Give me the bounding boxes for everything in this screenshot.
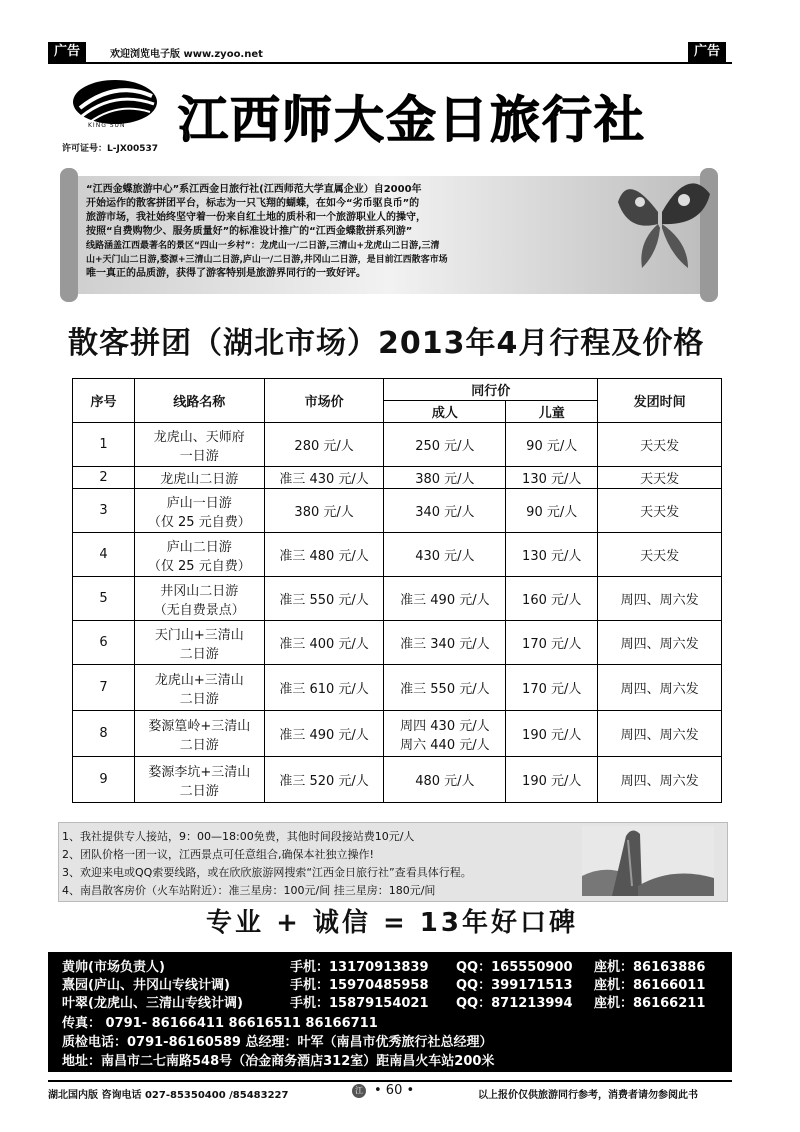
contact-name: 黄帅(市场负责人) [62,960,165,975]
cell-no: 8 [73,711,135,757]
address-line: 地址：南昌市二七南路548号（冶金商务酒店312室）距南昌火车站200米 [62,1054,495,1069]
route-line1: 龙虎山+三清山 [154,672,244,688]
adult-line1: 480 元/人 [415,774,475,789]
route-line1: 庐山一日游 [166,495,232,511]
route-line1: 婺源篁岭+三清山 [148,718,251,734]
cell-no: 1 [73,423,135,467]
adult-line1: 准三 490 元/人 [400,593,490,608]
contact-name: 熹园(庐山、井冈山专线计调) [62,978,230,993]
cell-route [134,665,264,711]
cell-market: 准三 480 元/人 [264,533,384,577]
cell-time: 天天发 [598,423,722,467]
cell-no: 4 [73,533,135,577]
cell-adult [384,621,506,665]
route-line2: （无自费景点） [153,602,245,618]
table-row [73,711,722,757]
cell-route [134,489,264,533]
route-line1: 龙虎山、天师府 [153,429,245,445]
jiangxi-badge-icon: 江 [352,1084,366,1098]
cell-route [134,533,264,577]
table-row [73,423,722,467]
quality-line: 质检电话：0791-86160589 总经理：叶军（南昌市优秀旅行社总经理） [62,1035,493,1050]
cell-market: 准三 430 元/人 [264,467,384,489]
ad-label-left: 广告 [48,42,86,62]
route-line2: 一日游 [179,448,219,464]
header-route: 线路名称 [134,379,264,423]
header-time: 发团时间 [598,379,722,423]
cell-market: 280 元/人 [264,423,384,467]
cell-market: 准三 490 元/人 [264,711,384,757]
intro-line: 按照“自费购物少、服务质量好”的标准设计推广的“江西金蝶散拼系列游” [86,226,413,237]
route-line1: 庐山二日游 [166,539,232,555]
schedule-title: 散客拼团（湖北市场）2013年4月行程及价格 [68,326,705,361]
route-line2: 二日游 [179,737,219,753]
route-line2: （仅 25 元自费） [147,558,251,574]
cell-child: 130 元/人 [506,533,598,577]
intro-line: 山+天门山二日游,婺源+三清山二日游,庐山一/二日游,井冈山二日游，是目前江西散客市场 [86,255,448,265]
contact-mobile: 手机：13170913839 [290,960,429,975]
route-line1: 婺源李坑+三清山 [148,764,251,780]
contact-panel [48,952,732,1072]
cell-no: 9 [73,757,135,803]
cell-time: 周四、周六发 [598,665,722,711]
cell-child: 190 元/人 [506,711,598,757]
cell-child: 130 元/人 [506,467,598,489]
table-row [73,577,722,621]
adult-line1: 430 元/人 [415,549,475,564]
cell-route [134,757,264,803]
table-row [73,665,722,711]
cell-time: 周四、周六发 [598,757,722,803]
footer-right: 以上报价仅供旅游同行参考，消费者请勿参阅此书 [478,1090,698,1101]
cell-market: 准三 400 元/人 [264,621,384,665]
ad-label-right: 广告 [688,42,726,62]
fax-line: 传真： 0791- 86166411 86616511 86166711 [62,1016,378,1031]
page-number: • 60 • [374,1083,415,1098]
intro-line: “江西金蝶旅游中心”系江西金日旅行社(江西师范大学直属企业）自2000年 [86,184,422,195]
cell-market: 准三 520 元/人 [264,757,384,803]
header-no: 序号 [73,379,135,423]
note-item: 2、团队价格一团一议，江西景点可任意组合,确保本社独立操作! [62,848,374,861]
intro-text [86,183,646,281]
cell-route [134,621,264,665]
contact-qq: QQ：871213994 [456,996,573,1011]
cell-no: 2 [73,467,135,489]
note-item: 3、欢迎来电或QQ索要线路，或在欣欣旅游网搜索“江西金日旅行社”查看具体行程。 [62,866,472,879]
cell-route [134,577,264,621]
cell-adult [384,711,506,757]
route-line2: 二日游 [179,646,219,662]
cell-market: 准三 610 元/人 [264,665,384,711]
cell-adult [384,489,506,533]
adult-line1: 周四 430 元/人 [400,718,490,734]
cell-child: 170 元/人 [506,621,598,665]
agency-title: 江西师大金日旅行社 [178,91,646,149]
cell-route [134,711,264,757]
cell-adult [384,757,506,803]
price-table [72,378,722,803]
route-line2: 二日游 [179,691,219,707]
route-line1: 井冈山二日游 [160,583,239,599]
note-item: 4、南昌散客房价（火车站附近）：准三星房：100元/间 挂三星房：180元/间 [62,884,436,897]
cell-adult [384,423,506,467]
contact-qq: QQ：165550900 [456,960,573,975]
cell-time: 周四、周六发 [598,577,722,621]
cell-market: 380 元/人 [264,489,384,533]
cell-child: 90 元/人 [506,489,598,533]
route-line2: 二日游 [179,783,219,799]
route-line1: 天门山+三清山 [154,627,244,643]
adult-line1: 340 元/人 [415,505,475,520]
cell-route [134,423,264,467]
intro-line: 旅游市场，我社始终坚守着一份来自红土地的质朴和一个旅游职业人的操守， [86,212,426,223]
table-row [73,621,722,665]
cell-child: 170 元/人 [506,665,598,711]
adult-line1: 380 元/人 [415,472,475,487]
cell-child: 90 元/人 [506,423,598,467]
adult-line1: 准三 550 元/人 [400,682,490,697]
contact-qq: QQ：399171513 [456,978,573,993]
contact-phone: 座机：86166011 [594,978,706,993]
intro-line: 线路涵盖江西最著名的景区“四山一乡村”：龙虎山一/二日游,三清山+龙虎山二日游,三清 [86,241,440,251]
adult-line1: 准三 340 元/人 [400,637,490,652]
cell-time: 天天发 [598,533,722,577]
contact-mobile: 手机：15970485958 [290,978,429,993]
table-row [73,489,722,533]
cell-adult [384,577,506,621]
license-number: 许可证号：L-JX00537 [62,144,159,154]
cell-adult [384,533,506,577]
cell-no: 6 [73,621,135,665]
cell-time: 天天发 [598,467,722,489]
header-child: 儿童 [506,401,598,423]
intro-line: 开始运作的散客拼团平台，标志为一只飞翔的蝴蝶，在如今“劣币驱良币”的 [86,198,420,209]
route-line2: （仅 25 元自费） [147,514,251,530]
mountain-photo [582,826,714,896]
footer-left: 湖北国内版 咨询电话 027-85350400 /85483227 [48,1090,289,1101]
slogan: 专业 + 诚信 = 13年好口碑 [206,908,578,938]
contact-phone: 座机：86163886 [594,960,706,975]
welcome-text: 欢迎浏览电子版 www.zyoo.net [110,49,263,60]
header-market: 市场价 [264,379,384,423]
contact-name: 叶翠(龙虎山、三清山专线计调) [62,996,243,1011]
intro-line: 唯一真正的品质游，获得了游客特别是旅游界同行的一致好评。 [86,268,366,279]
cell-no: 5 [73,577,135,621]
cell-time: 天天发 [598,489,722,533]
cell-time: 周四、周六发 [598,621,722,665]
contact-mobile: 手机：15879154021 [290,996,429,1011]
cell-route [134,467,264,489]
adult-line2: 周六 440 元/人 [400,737,490,753]
note-item: 1、我社提供专人接站，9：00—18:00免费，其他时间段接站费10元/人 [62,830,415,843]
footer-rule [48,1080,732,1082]
cell-no: 7 [73,665,135,711]
cell-no: 3 [73,489,135,533]
logo-text: KING SUN [88,122,126,129]
table-row [73,757,722,803]
cell-adult [384,665,506,711]
cell-child: 160 元/人 [506,577,598,621]
header-rule [48,62,732,64]
table-row [73,533,722,577]
cell-child: 190 元/人 [506,757,598,803]
header-peer: 同行价 [384,379,598,401]
contact-phone: 座机：86166211 [594,996,706,1011]
table-row [73,467,722,489]
cell-adult [384,467,506,489]
adult-line1: 250 元/人 [415,439,475,454]
route-line1: 龙虎山二日游 [160,472,239,487]
header-adult: 成人 [384,401,506,423]
cell-time: 周四、周六发 [598,711,722,757]
cell-market: 准三 550 元/人 [264,577,384,621]
